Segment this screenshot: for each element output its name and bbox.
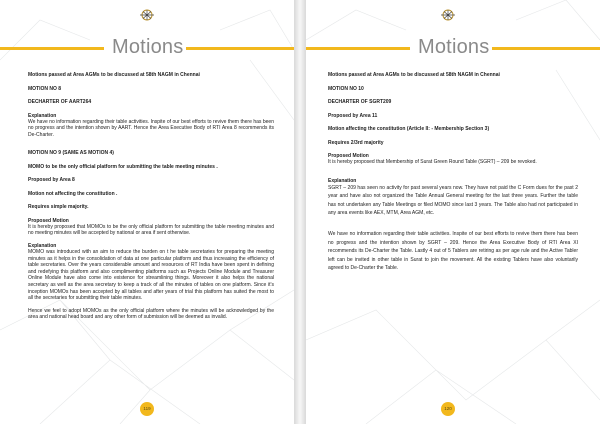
- round-table-logo-icon: [139, 8, 155, 22]
- bold-line: MOTION NO 9 (SAME AS MOTION 4): [28, 150, 114, 157]
- header-rule-right: [492, 47, 600, 50]
- bold-line: Motion affecting the constitution (Article II: - Membership Section 3): [328, 126, 490, 132]
- section-heading: Explanation: [328, 177, 357, 184]
- bold-line: Proposed by Area 11: [328, 112, 378, 119]
- page-title: Motions: [418, 36, 490, 58]
- page-title: Motions: [112, 36, 184, 58]
- header-rule-left: [306, 47, 410, 50]
- body-paragraph: SGRT – 209 has seen no activity for past several years now. They have not paid the C Form dues for the past 2 year and have also not organized the Table Annual General meeting for the last three years. Further the table has not undertaken any Table Meetings or filed MOMO since last 3 years. The Table also had not participated in any area events like AEX, MTM, Area AGM, etc.: [328, 184, 578, 217]
- body-paragraph: We have no information regarding their table activities. Inspite of our best efforts to revive them there has been no progress and the intention shown by AART. Hence the Area Executive Body of RTI Area 8 recommends its De-Charter.: [28, 118, 274, 138]
- page-header: [0, 36, 294, 60]
- body-paragraph: It is hereby proposed that Membership of Surat Green Round Table (SGRT) – 209 be revoked.: [328, 159, 537, 165]
- body-paragraph: It is hereby proposed that MOMOs to be the only official platform for submitting the table meeting minutes and no meeting minutes will be accepted by national or area if sent otherwise.: [28, 223, 274, 237]
- section-heading: Explanation: [28, 242, 57, 249]
- left-page: [0, 0, 294, 424]
- page-header: [306, 36, 600, 60]
- page-body: [328, 72, 578, 279]
- bold-line: Requires 2/3rd majority: [328, 139, 384, 146]
- bold-line: MOTION NO 8: [28, 85, 62, 92]
- right-page: [306, 0, 600, 424]
- bold-line: MOMO to be the only official platform for submitting the table meeting minutes .: [28, 163, 218, 170]
- header-rule-left: [0, 47, 104, 50]
- bold-line: MOTION NO 10: [328, 85, 364, 92]
- bold-line: Motions passed at Area AGMs to be discussed at 58th NAGM in Chennai: [28, 72, 200, 78]
- bold-line: Proposed by Area 8: [28, 177, 75, 184]
- page-body: [28, 72, 274, 327]
- bold-line: DECHARTER OF AART264: [28, 99, 92, 105]
- bold-line: Requires simple majority.: [28, 204, 89, 211]
- body-paragraph: Hence we feel to adopt MOMOs as the only official platform where the minutes will be acknowledged by the area and national head board and any other form of submission will be deemed as invalid.: [28, 307, 274, 321]
- book-gutter: [294, 0, 306, 424]
- page-number-badge: 119: [140, 402, 154, 416]
- body-paragraph: MOMO was introduced with an aim to reduce the burden on t he table secretaries for preparing the meeting minutes as it helps in the consolidation of data at one particular platform and thus increasing the efficiency of table secretaries. Over the years considerable amount and resources of RT India have been spent in defining and redefying this platform and also complimenting platforms such as Projects Online Module and Treasurer Online Module have also come into existence for streamlining things. Moreover it also helps the national secretary as well as the area secretary to keep a track of all the minutes of tables on one platform. Since it's inception MOMOs has been accepted by all tables and after years of trial this platform has suited the most to all the secretaries for submitting their table minutes.: [28, 248, 274, 302]
- bold-line: Motion not affecting the constitution .: [28, 190, 118, 197]
- bold-line: Motions passed at Area AGMs to be discussed at 58th NAGM in Chennai: [328, 72, 500, 78]
- header-rule-right: [186, 47, 294, 50]
- section-heading: Proposed Motion: [328, 153, 369, 159]
- section-heading: Explanation: [28, 112, 57, 119]
- section-heading: Proposed Motion: [28, 217, 69, 224]
- body-paragraph: We have no information regarding their table activities. Inspite of our best efforts to revive them there has been no progress and the intention shown by SGRT – 209. Hence the Area Executive Body of RTI Area XI recommends its De-Charter the Table. Lastly 4 out of 5 Tablers are retiring as per age rule and the Active Tabler left can be invited in other table in Surat to join the movement. All the existing Tablers have also voluntarily agreed to De-Charter the Table.: [328, 230, 578, 272]
- round-table-logo-icon: [440, 8, 456, 22]
- page-number-badge: 120: [441, 402, 455, 416]
- bold-line: DECHARTER OF SGRT209: [328, 99, 392, 105]
